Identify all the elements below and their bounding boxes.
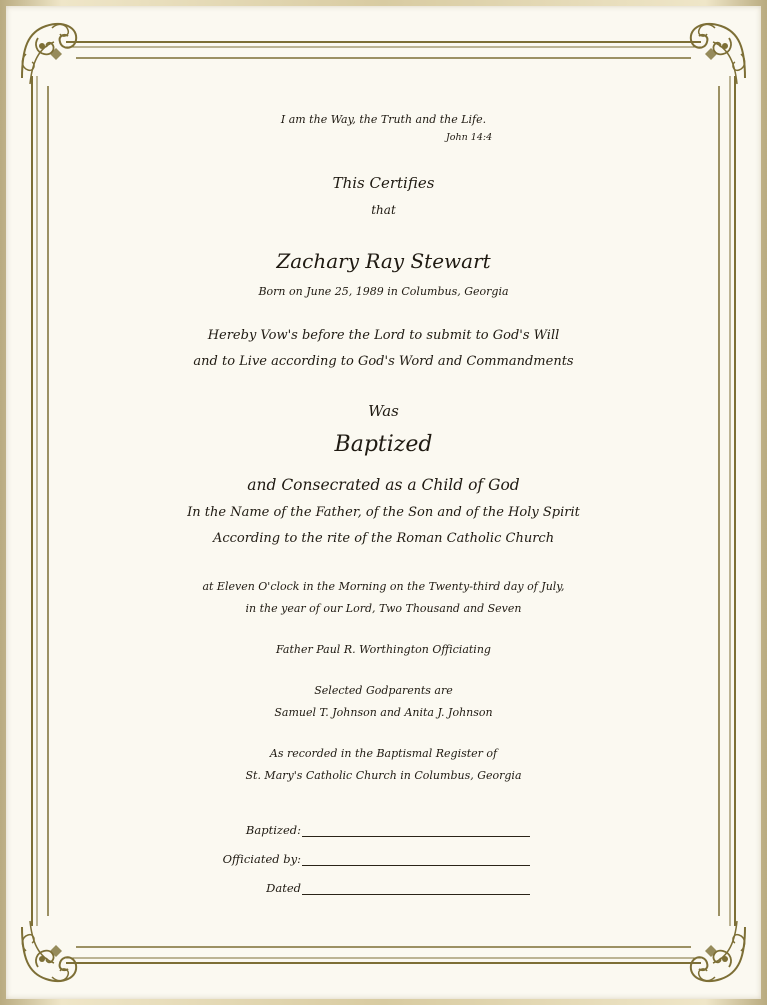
corner-flourish-top-left <box>22 24 76 84</box>
certificate-paper <box>6 6 761 999</box>
signature-line-dated[interactable] <box>302 894 530 895</box>
signature-row-baptized <box>6 823 761 841</box>
scripture-quote: I am the Way, the Truth and the Life. <box>280 113 487 126</box>
rite-line: According to the rite of the Roman Catholic Church <box>212 531 555 546</box>
trinity-line: In the Name of the Father, of the Son and of the Holy Spirit <box>187 505 580 520</box>
signature-line-officiated[interactable] <box>302 865 530 866</box>
officiant-line: Father Paul R. Worthington Officiating <box>276 643 491 656</box>
register-line-1: As recorded in the Baptismal Register of <box>269 747 498 760</box>
time-line-2: in the year of our Lord, Two Thousand and Seven <box>245 602 522 615</box>
time-line-1: at Eleven O'clock in the Morning on the Twenty-third day of July, <box>202 580 565 593</box>
signature-label: Officiated by: <box>222 852 301 866</box>
godparents-intro: Selected Godparents are <box>314 684 453 697</box>
baptized-heading: Baptized <box>334 432 433 457</box>
register-line-2: St. Mary's Catholic Church in Columbus, Georgia <box>245 769 522 782</box>
godparents-names: Samuel T. Johnson and Anita J. Johnson <box>274 706 493 719</box>
recipient-name: Zachary Ray Stewart <box>276 249 491 273</box>
birth-details: Born on June 25, 1989 in Columbus, Georgia <box>258 285 509 298</box>
signature-label: Baptized: <box>245 823 301 837</box>
vow-line-2: and to Live according to God's Word and Commandments <box>193 354 574 369</box>
signature-line-baptized[interactable] <box>302 836 530 837</box>
vow-line-1: Hereby Vow's before the Lord to submit to God's Will <box>207 328 560 343</box>
certifies-heading: This Certifies <box>332 174 435 192</box>
that-word: that <box>371 203 396 217</box>
consecrated-line: and Consecrated as a Child of God <box>247 476 520 494</box>
signature-label: Dated <box>266 881 301 895</box>
was-word: Was <box>368 402 399 420</box>
signature-row-dated <box>6 881 761 899</box>
signature-row-officiated <box>6 852 761 870</box>
scripture-reference: John 14:4 <box>446 132 493 143</box>
ornamental-border <box>6 6 761 999</box>
